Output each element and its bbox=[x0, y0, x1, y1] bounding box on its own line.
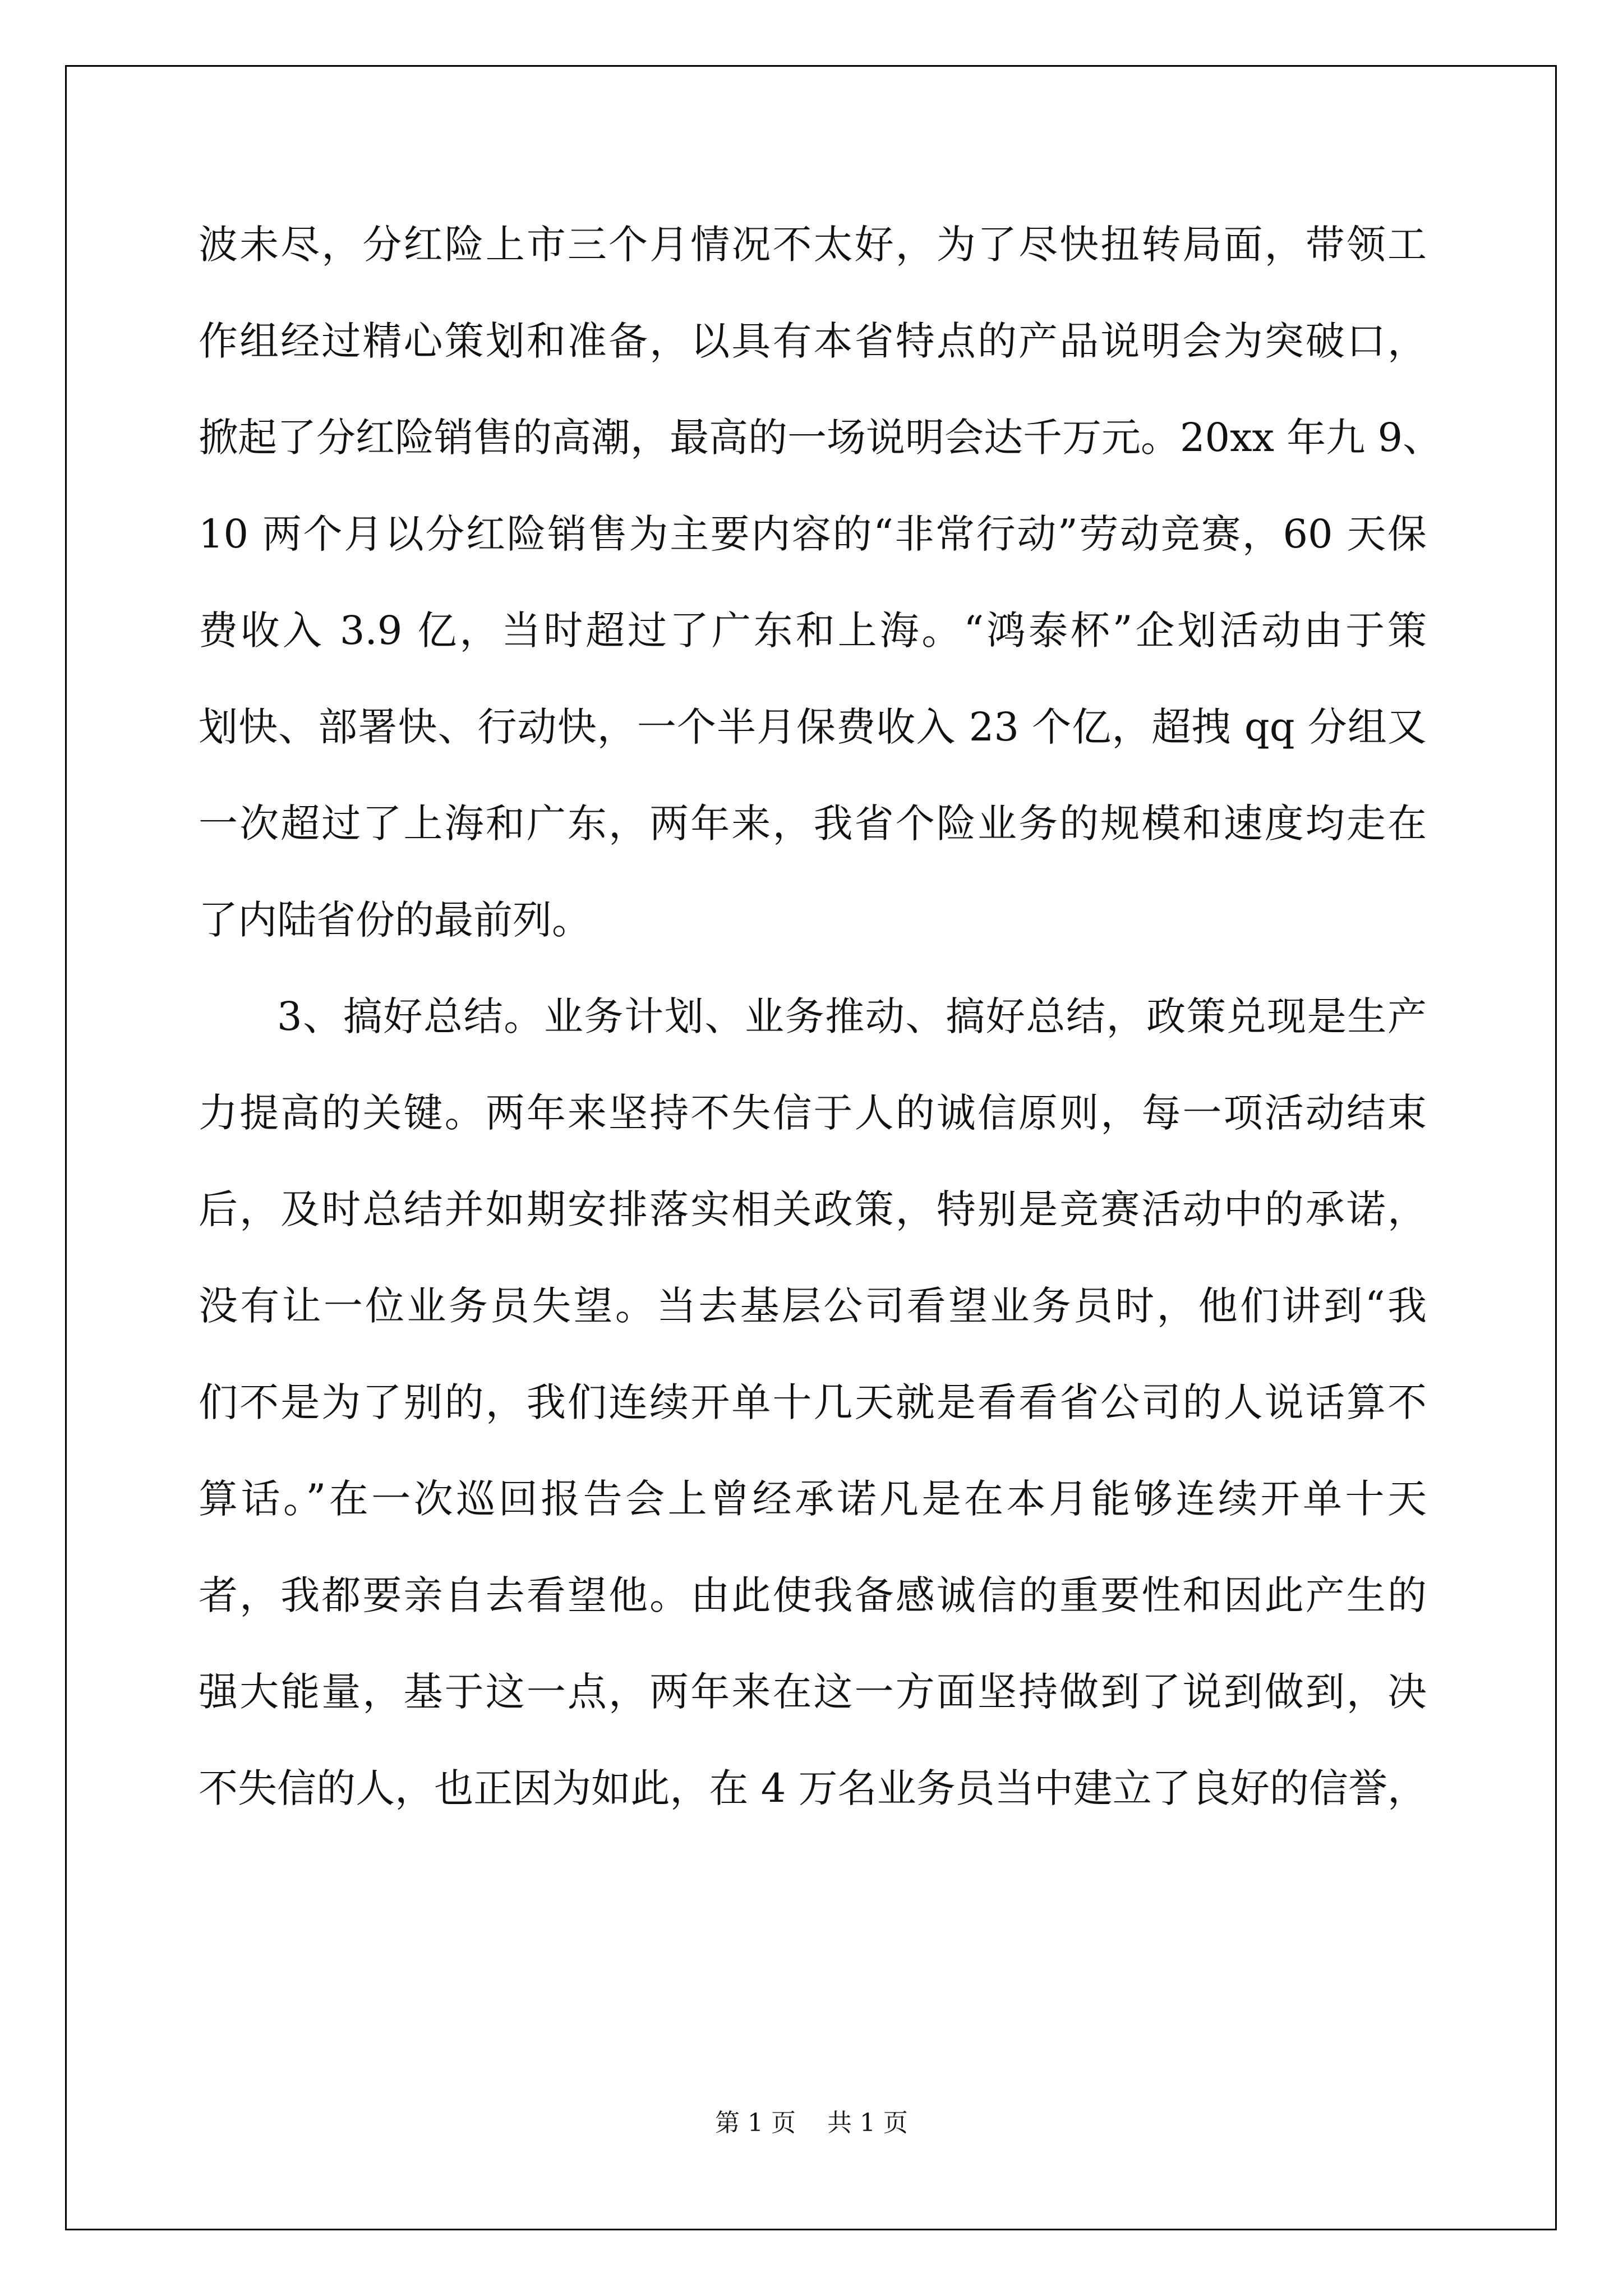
text-line: 强大能量，基于这一点，两年来在这一方面坚持做到了说到做到，决 bbox=[199, 1669, 1427, 1715]
text-line: 3、搞好总结。业务计划、业务推动、搞好总结，政策兑现是生产 bbox=[277, 993, 1427, 1039]
text-line: 没有让一位业务员失望。当去基层公司看望业务员时，他们讲到“我 bbox=[199, 1283, 1427, 1329]
text-line: 一次超过了上海和广东，两年来，我省个险业务的规模和速度均走在 bbox=[199, 800, 1427, 846]
text-line: 不失信的人，也正因为如此，在 4 万名业务员当中建立了良好的信誉， bbox=[199, 1765, 1427, 1811]
page-footer bbox=[0, 2102, 1623, 2138]
text-line: 10 两个月以分红险销售为主要内容的“非常行动”劳动竞赛，60 天保 bbox=[199, 511, 1427, 557]
text-line: 划快、部署快、行动快，一个半月保费收入 23 个亿，超拽 qq 分组又 bbox=[199, 704, 1427, 750]
text-line: 算话。”在一次巡回报告会上曾经承诺凡是在本月能够连续开单十天 bbox=[199, 1476, 1427, 1522]
page-number-label: 第 1 页 共 1 页 bbox=[715, 2109, 908, 2137]
text-line: 掀起了分红险销售的高潮，最高的一场说明会达千万元。20xx 年九 9、 bbox=[199, 415, 1442, 461]
text-line: 波未尽，分红险上市三个月情况不太好，为了尽快扭转局面，带领工 bbox=[199, 222, 1427, 268]
text-line: 力提高的关键。两年来坚持不失信于人的诚信原则，每一项活动结束 bbox=[199, 1090, 1427, 1136]
text-line: 们不是为了别的，我们连续开单十几天就是看看省公司的人说话算不 bbox=[199, 1379, 1427, 1425]
text-line: 费收入 3.9 亿，当时超过了广东和上海。“鸿泰杯”企划活动由于策 bbox=[199, 608, 1427, 654]
text-line: 后，及时总结并如期安排落实相关政策，特别是竞赛活动中的承诺， bbox=[199, 1186, 1427, 1232]
text-line: 作组经过精心策划和准备，以具有本省特点的产品说明会为突破口， bbox=[199, 318, 1427, 364]
text-line: 了内陆省份的最前列。 bbox=[199, 897, 591, 943]
text-line: 者，我都要亲自去看望他。由此使我备感诚信的重要性和因此产生的 bbox=[199, 1572, 1427, 1618]
document-body bbox=[199, 196, 1442, 1837]
